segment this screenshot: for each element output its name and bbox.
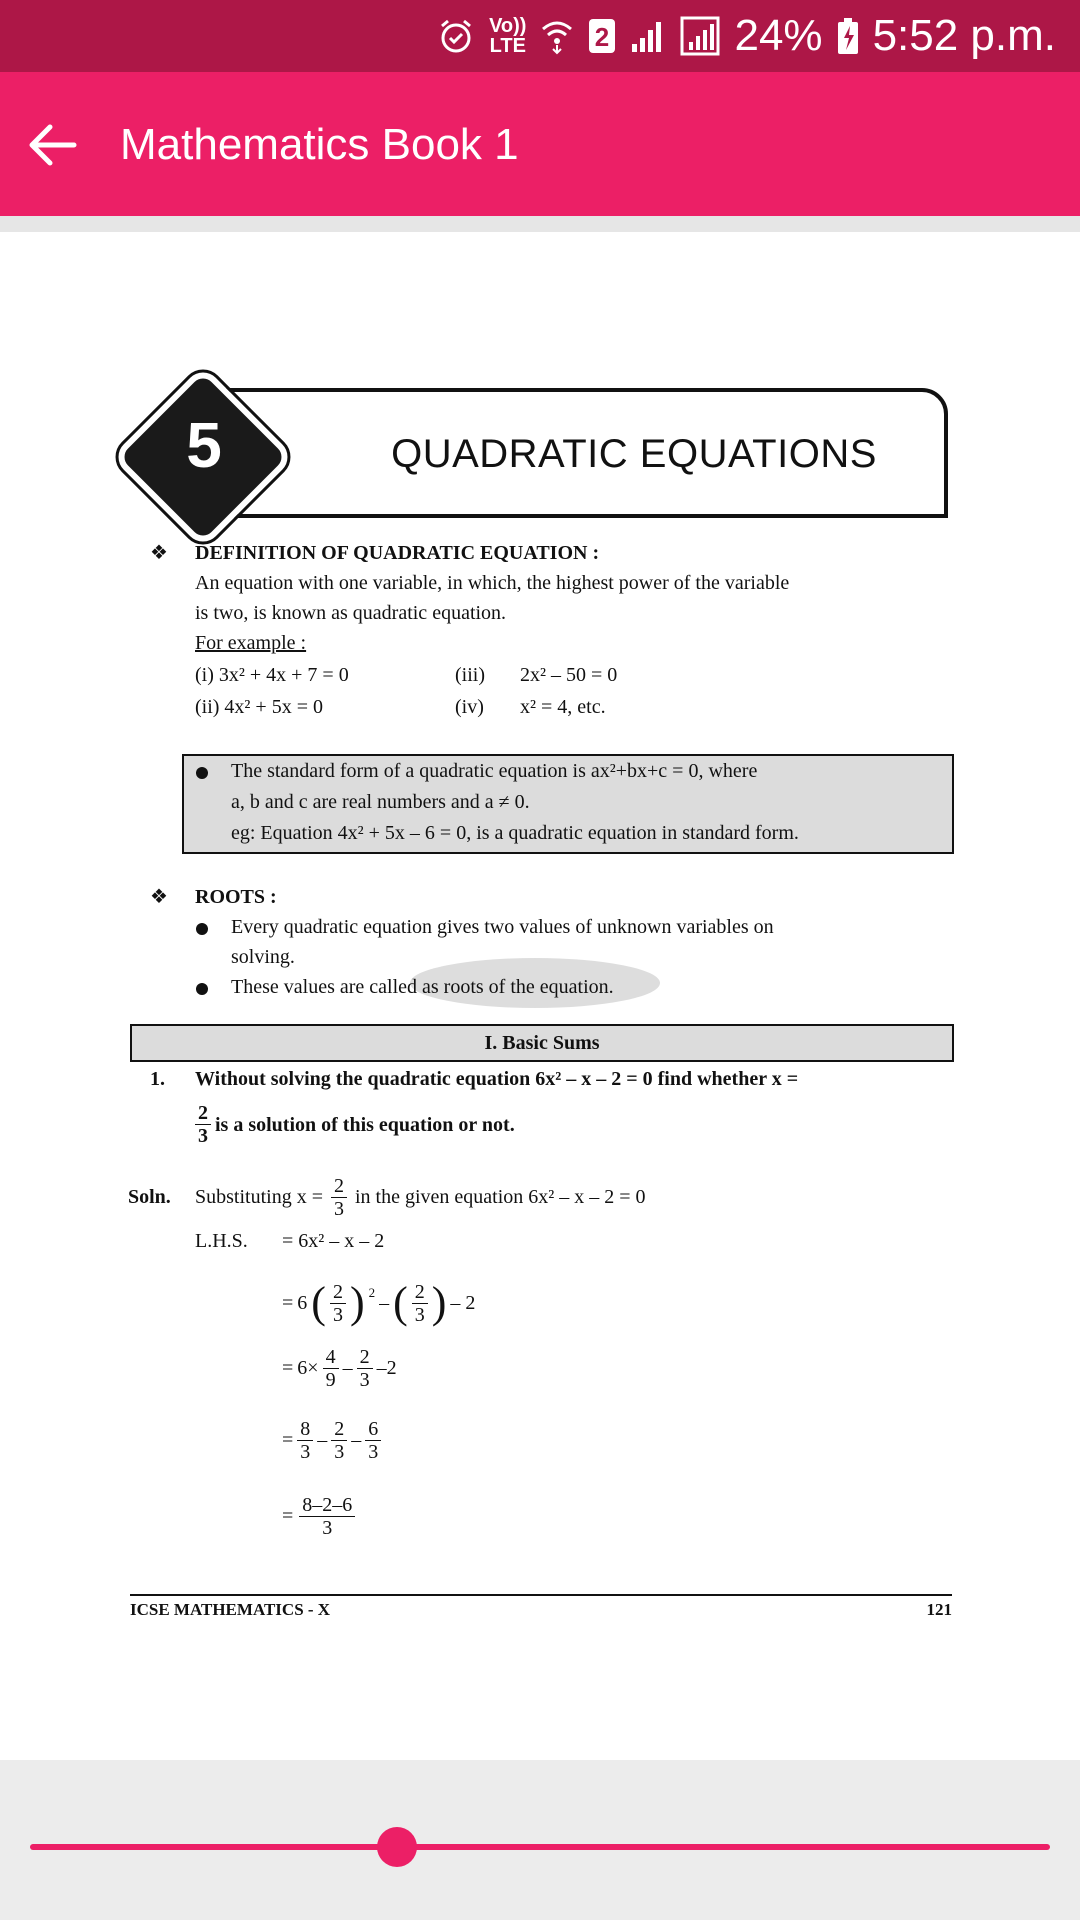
minus-sign: – [317, 1429, 328, 1451]
step4-den3: 3 [368, 1440, 379, 1463]
step4-den1: 3 [300, 1440, 311, 1463]
question-line1: Without solving the quadratic equation 6x² – x – 2 = 0 find whether x = [195, 1068, 799, 1090]
arrow-left-icon [26, 118, 80, 172]
step4-den2: 3 [334, 1440, 345, 1463]
fancy-bullet-icon: ❖ [150, 542, 168, 564]
equals-sign: = [282, 1429, 294, 1451]
step2-exponent: 2 [368, 1285, 376, 1300]
roots-point1-line2: solving. [231, 946, 295, 968]
page-slider-thumb[interactable] [377, 1827, 417, 1867]
sim-number: 2 [595, 22, 610, 52]
solution-fraction-num: 2 [331, 1175, 347, 1198]
minus-sign: – [379, 1292, 390, 1314]
step2-num: 2 [330, 1281, 346, 1304]
solution-rest: in the given equation 6x² – x – 2 = 0 [354, 1186, 646, 1208]
step-4 [282, 1410, 381, 1470]
question-fraction-num: 2 [195, 1102, 211, 1125]
example-iv-label: (iv) [455, 696, 484, 718]
definition-line2: is two, is known as quadratic equation. [195, 602, 507, 624]
step3-tail: –2 [376, 1357, 397, 1379]
step4-num2: 2 [331, 1418, 347, 1441]
step3-num2: 2 [357, 1346, 373, 1369]
step5-num: 8–2–6 [299, 1494, 355, 1517]
signal-2-icon [680, 16, 720, 56]
example-iv: x² = 4, etc. [520, 696, 606, 718]
minus-sign: – [342, 1357, 353, 1379]
question-line2-text: is a solution of this equation or not. [215, 1113, 515, 1136]
example-ii: (ii) 4x² + 5x = 0 [195, 696, 323, 718]
step5-den: 3 [322, 1516, 333, 1539]
question-number: 1. [150, 1068, 165, 1090]
for-example-label: For example : [195, 632, 307, 654]
example-iii-label: (iii) [455, 664, 485, 686]
question-line2 [195, 1102, 515, 1147]
alarm-icon [437, 17, 475, 55]
example-i: (i) 3x² + 4x + 7 = 0 [195, 664, 349, 686]
question-fraction-den: 3 [198, 1125, 208, 1147]
step2-coefficient: 6 [297, 1292, 308, 1314]
solution-line [195, 1162, 646, 1232]
basic-sums-heading: I. Basic Sums [130, 1024, 954, 1062]
step3-den2: 3 [359, 1368, 370, 1391]
lhs-expression: = 6x² – x – 2 [282, 1230, 385, 1252]
back-button[interactable] [26, 118, 80, 172]
page-slider-track[interactable] [30, 1844, 1050, 1850]
footer-divider [130, 1594, 952, 1596]
step2-tail: – 2 [450, 1292, 476, 1314]
app-title: Mathematics Book 1 [120, 120, 519, 169]
step3-den1: 9 [325, 1368, 336, 1391]
definition-line1: An equation with one variable, in which, the highest power of the variable [195, 572, 790, 594]
example-iii: 2x² – 50 = 0 [520, 664, 618, 686]
definition-heading: DEFINITION OF QUADRATIC EQUATION : [195, 542, 600, 564]
solution-substituting: Substituting x = [195, 1186, 323, 1208]
footer-book-title: ICSE MATHEMATICS - X [130, 1600, 331, 1619]
minus-sign: – [351, 1429, 362, 1451]
status-bar [0, 0, 1080, 72]
bullet-dot [196, 983, 208, 995]
standard-form-line3: eg: Equation 4x² + 5x – 6 = 0, is a quadratic equation in standard form. [231, 822, 799, 844]
standard-form-line2: a, b and c are real numbers and a ≠ 0. [231, 791, 530, 813]
step2-den2: 3 [414, 1303, 425, 1326]
fancy-bullet-icon: ❖ [150, 886, 168, 908]
step2-den: 3 [332, 1303, 343, 1326]
step4-num1: 8 [297, 1418, 313, 1441]
equals-sign: = [282, 1292, 294, 1314]
roots-point2: These values are called as roots of the equation. [231, 976, 614, 998]
book-page[interactable] [0, 232, 1080, 1760]
chapter-header-box [200, 388, 948, 518]
roots-heading: ROOTS : [195, 886, 277, 908]
page-number: 121 [926, 1600, 952, 1619]
sim-icon [588, 18, 616, 54]
equals-sign: = [282, 1505, 294, 1527]
step-2: = 6 ( $\frac{2}{3}$ ) $^2$ – ( $\frac{2}{3}$ ) – 2 [282, 1278, 476, 1327]
clock-time: 5:52 p.m. [872, 11, 1056, 60]
step3-pre: 6× [297, 1357, 319, 1379]
lhs-label: L.H.S. [195, 1230, 248, 1252]
bullet-dot [196, 767, 208, 779]
bullet-dot [196, 923, 208, 935]
step3-num1: 4 [323, 1346, 339, 1369]
roots-point1-line1: Every quadratic equation gives two values of unknown variables on [231, 916, 774, 938]
step-5 [282, 1486, 355, 1546]
chapter-title: QUADRATIC EQUATIONS [391, 432, 877, 476]
signal-icon [630, 18, 666, 54]
wifi-icon [540, 17, 574, 55]
chapter-number: 5 [186, 409, 222, 481]
step4-num3: 6 [365, 1418, 381, 1441]
solution-fraction-den: 3 [333, 1197, 344, 1220]
equals-sign: = [282, 1357, 294, 1379]
battery-charging-icon [837, 17, 859, 55]
step-3 [282, 1338, 397, 1398]
step2-num2: 2 [412, 1281, 428, 1304]
app-bar [0, 72, 1080, 216]
solution-label: Soln. [128, 1186, 171, 1208]
page-slider-area [0, 1760, 1080, 1920]
battery-percent: 24% [734, 11, 823, 60]
page-top-shadow [0, 216, 1080, 232]
standard-form-line1: The standard form of a quadratic equation is ax²+bx+c = 0, where [231, 760, 758, 782]
volte-icon: Vo)) LTE [489, 15, 527, 57]
